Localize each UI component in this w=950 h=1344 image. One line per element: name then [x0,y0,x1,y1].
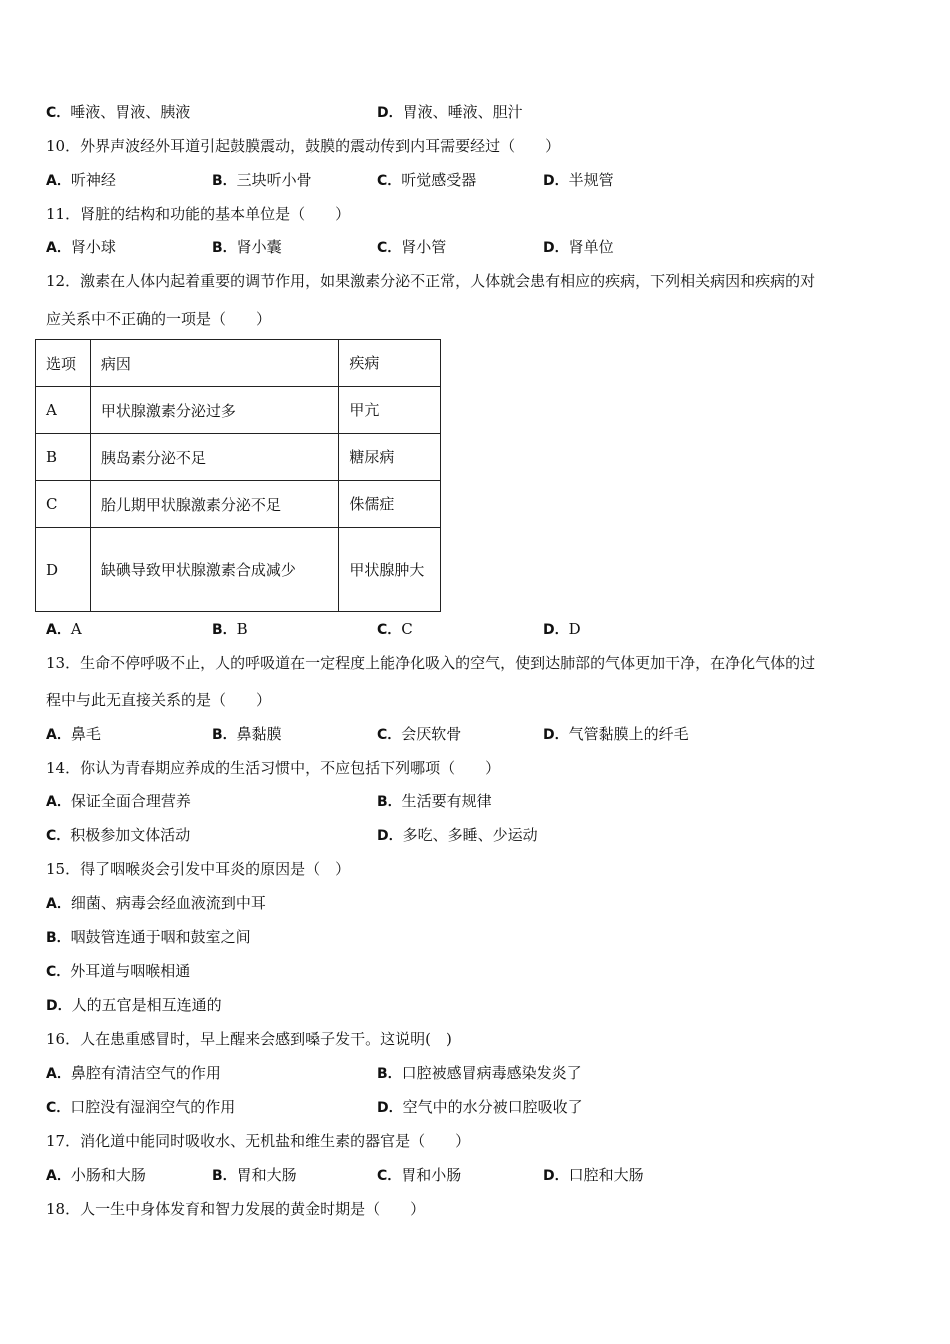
table-row [36,387,441,434]
q9-option-c: C．唾液、胃液、胰液 [46,103,191,121]
table-cell-option: A [36,387,91,434]
q13-stem-line2: 程中与此无直接关系的是（ ） [46,691,272,709]
q17-option-b: B．胃和大肠 [212,1166,297,1184]
q14-option-c: C．积极参加文体活动 [46,826,191,844]
q15-option-b: B．咽鼓管连通于咽和鼓室之间 [46,928,251,946]
table-cell-cause: 缺碘导致甲状腺激素合成减少 [90,528,339,612]
q12-option-a: A．A [46,620,82,638]
table-cell-disease: 甲亢 [339,387,441,434]
table-cell-cause: 胎儿期甲状腺激素分泌不足 [90,481,339,528]
q12-option-c: C．C [377,620,413,638]
q10-option-b: B．三块听小骨 [212,171,312,189]
q13-option-c: C．会厌软骨 [377,725,462,743]
table-cell-cause: 甲状腺激素分泌过多 [90,387,339,434]
q15-option-c: C．外耳道与咽喉相通 [46,962,191,980]
q17-option-a: A．小肠和大肠 [46,1166,146,1184]
q12-option-d: D．D [543,620,581,638]
q15-option-a: A．细菌、病毒会经血液流到中耳 [46,894,266,912]
q11-option-b: B．肾小囊 [212,238,282,256]
q11-stem: 11．肾脏的结构和功能的基本单位是（ ） [46,205,351,223]
table-header-row [36,340,441,387]
q16-stem: 16．人在患重感冒时，早上醒来会感到嗓子发干。这说明( ) [46,1030,452,1048]
q13-option-b: B．鼻黏膜 [212,725,282,743]
q17-option-c: C．胃和小肠 [377,1166,462,1184]
q10-stem: 10．外界声波经外耳道引起鼓膜震动，鼓膜的震动传到内耳需要经过（ ） [46,137,561,155]
table-row [36,481,441,528]
q14-option-d: D．多吃、多睡、少运动 [377,826,538,844]
q12-stem-line1: 12．激素在人体内起着重要的调节作用，如果激素分泌不正常，人体就会患有相应的疾病，下列相关病因和疾病的对 [46,272,816,290]
q13-stem-line1: 13．生命不停呼吸不止，人的呼吸道在一定程度上能净化吸入的空气，使到达肺部的气体更加干净，在净化气体的过 [46,654,816,672]
q12-stem-line2: 应关系中不正确的一项是（ ） [46,310,272,328]
table-header-disease: 疾病 [339,340,441,387]
q16-option-a: A．鼻腔有清洁空气的作用 [46,1064,221,1082]
q17-option-d: D．口腔和大肠 [543,1166,644,1184]
table-cell-cause: 胰岛素分泌不足 [90,434,339,481]
q15-stem: 15．得了咽喉炎会引发中耳炎的原因是（ ） [46,860,351,878]
q10-option-a: A．听神经 [46,171,116,189]
table-row [36,434,441,481]
q15-option-d: D．人的五官是相互连通的 [46,996,222,1014]
q11-option-c: C．肾小管 [377,238,447,256]
q14-stem: 14．你认为青春期应养成的生活习惯中，不应包括下列哪项（ ） [46,759,501,777]
q16-option-b: B．口腔被感冒病毒感染发炎了 [377,1064,582,1082]
q10-option-c: C．听觉感受器 [377,171,477,189]
table-cell-option: D [36,528,91,612]
q16-option-d: D．空气中的水分被口腔吸收了 [377,1098,583,1116]
q10-option-d: D．半规管 [543,171,614,189]
table-row [36,528,441,612]
table-header-option: 选项 [36,340,91,387]
q11-option-a: A．肾小球 [46,238,116,256]
q12-option-b: B．B [212,620,248,638]
table-cell-disease: 甲状腺肿大 [339,528,441,612]
q12-table [35,339,441,612]
q16-option-c: C．口腔没有湿润空气的作用 [46,1098,236,1116]
table-cell-option: B [36,434,91,481]
q14-option-a: A．保证全面合理营养 [46,792,191,810]
table-header-cause: 病因 [90,340,339,387]
q13-option-d: D．气管黏膜上的纤毛 [543,725,689,743]
q11-option-d: D．肾单位 [543,238,614,256]
q17-stem: 17．消化道中能同时吸收水、无机盐和维生素的器官是（ ） [46,1132,471,1150]
q13-option-a: A．鼻毛 [46,725,101,743]
table-cell-option: C [36,481,91,528]
table-cell-disease: 侏儒症 [339,481,441,528]
q9-option-d: D．胃液、唾液、胆汁 [377,103,523,121]
table-cell-disease: 糖尿病 [339,434,441,481]
q18-stem: 18．人一生中身体发育和智力发展的黄金时期是（ ） [46,1200,426,1218]
q14-option-b: B．生活要有规律 [377,792,492,810]
